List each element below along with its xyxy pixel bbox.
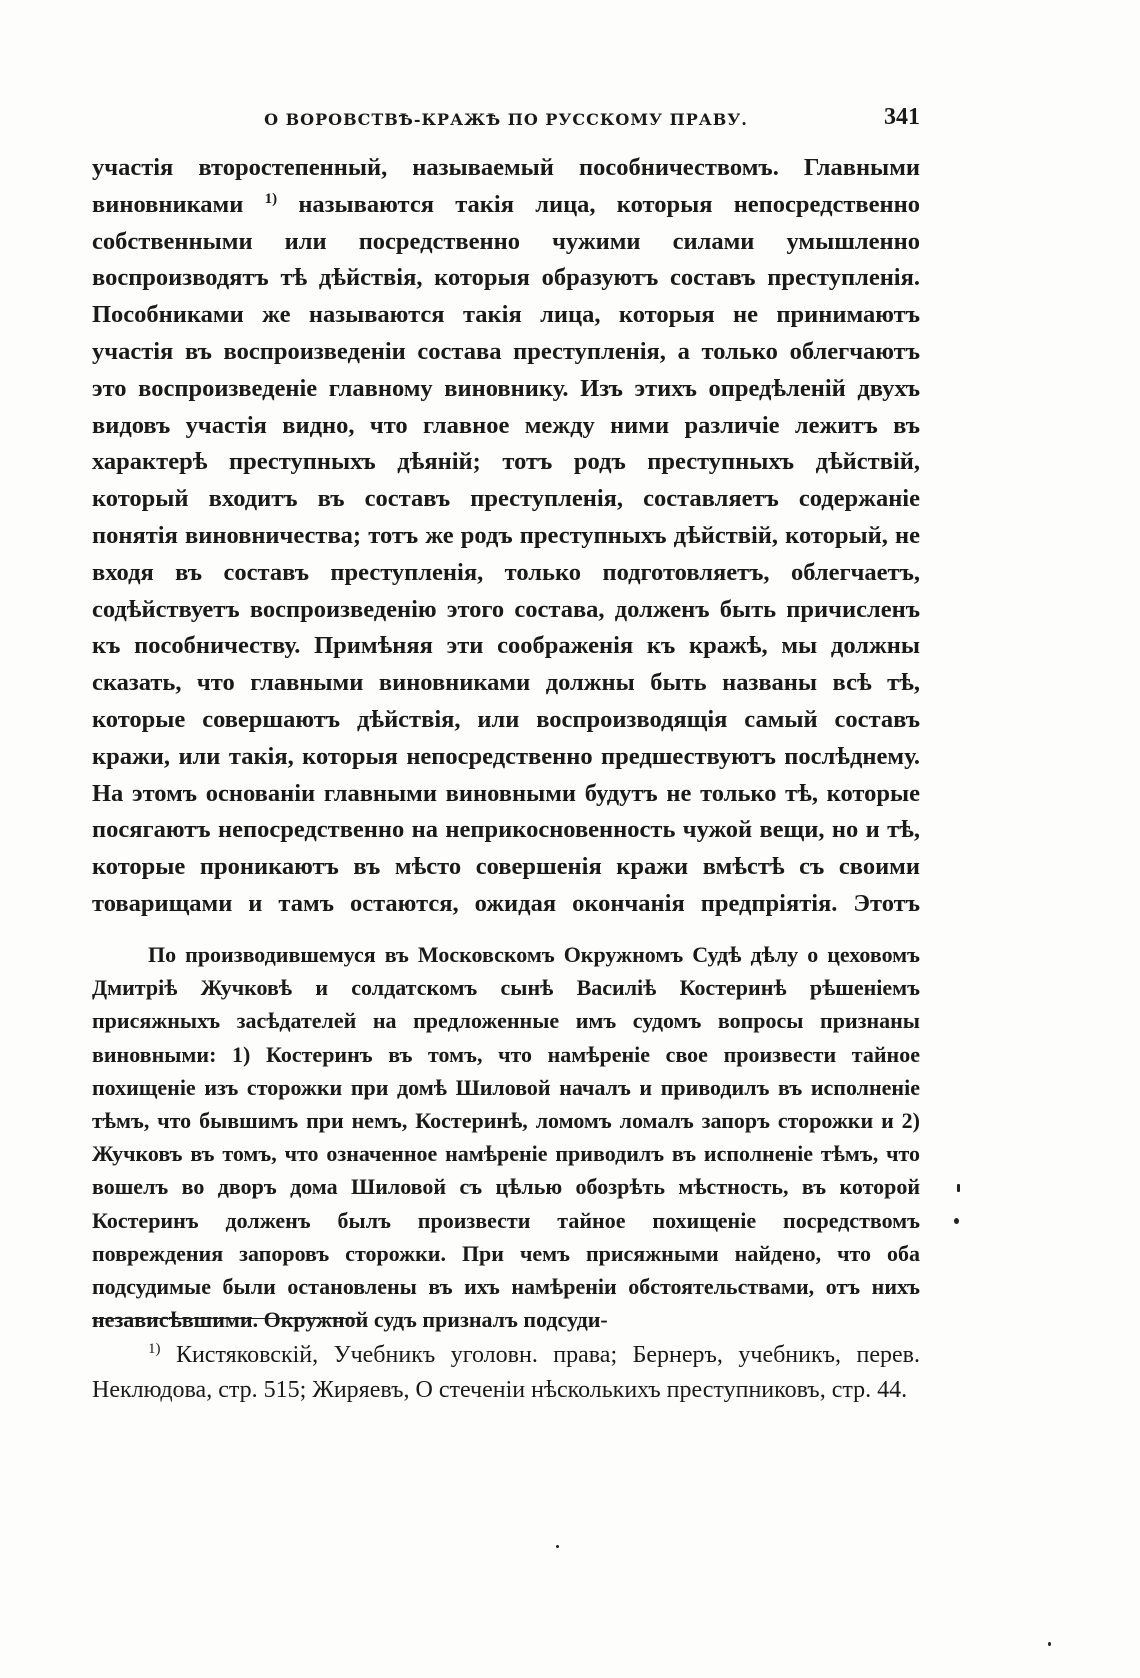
paragraph-1-text-a: участія второстепенный, называемый пособничествомъ. Главными виновниками (92, 154, 920, 218)
footnote-body: Кистяковскій, Учебникъ уголовн. права; Бернеръ, учебникъ, перев. Неклюдова, стр. 515; Жиряевъ, О стеченіи нѣсколькихъ преступниковъ, стр. 44. (92, 1342, 920, 1403)
print-speck (1048, 1642, 1051, 1646)
print-speck (954, 1218, 959, 1224)
print-speck (556, 1545, 559, 1548)
paragraph-1-text-b: называются такія лица, которыя непосредственно собственными или посредственно чужими силами умышленно воспроизводятъ тѣ дѣйствія, которыя образуютъ составъ преступленія. Пособниками же называются такія лица, которыя не принимаютъ участія въ воспроизведеніи состава преступленія, а только облегчаютъ это воспроизведеніе главному виновнику. Изъ этихъ опредѣленій двухъ видовъ участія видно, что главное между ними различіе лежитъ въ характерѣ преступныхъ дѣяній; тотъ родъ преступныхъ дѣйствій, который входитъ въ составъ преступленія, составляетъ содержаніе понятія виновничества; тотъ же родъ преступныхъ дѣйствій, который, не входя въ составъ преступленія, только подготовляетъ, облегчаетъ, содѣйствуетъ воспроизведенію этого состава, долженъ быть причисленъ къ пособничеству. Примѣняя эти соображенія къ кражѣ, мы должны сказать, что главными виновниками должны быть названы всѣ тѣ, которые совершаютъ дѣйствія, или воспроизводящія самый составъ кражи, или такія, которыя непосредственно предшествуютъ послѣднему. На этомъ основаніи главными виновными будутъ не только тѣ, которые посягаютъ непосредственно на неприкосновенность чужой вещи, но и тѣ, которые проникаютъ въ мѣсто совершенія кражи вмѣстѣ съ своими товарищами и тамъ остаются, ожидая окончанія предпріятія. Этотъ (92, 190, 920, 917)
running-title: О ВОРОВСТВѢ-КРАЖѢ ПО РУССКОМУ ПРАВУ. (264, 110, 748, 129)
footnote (92, 1338, 920, 1408)
body-text (92, 150, 920, 1338)
footnote-divider (92, 1318, 360, 1319)
footnote-marker: 1) (148, 1341, 161, 1357)
footnote-reference: 1) (264, 190, 278, 207)
paragraph-2: По производившемуся въ Московскомъ Окружномъ Судѣ дѣлу о цеховомъ Дмитріѣ Жучковѣ и солдатскомъ сынѣ Василіѣ Костеринѣ рѣшеніемъ присяжныхъ засѣдателей на предложенные имъ судомъ вопросы признаны виновными: 1) Костеринъ въ томъ, что намѣреніе свое произвести тайное похищеніе изъ сторожки при домѣ Шиловой началъ и приводилъ въ исполненіе тѣмъ, что бывшимъ при немъ, Костеринѣ, ломомъ ломалъ запоръ сторожки и 2) Жучковъ въ томъ, что означенное намѣреніе приводилъ въ исполненіе тѣмъ, что вошелъ во дворъ дома Шиловой съ цѣлью обозрѣть мѣстность, въ которой Костеринъ долженъ былъ произвести тайное похищеніе посредствомъ повреждения запоровъ сторожки. При чемъ присяжными найдено, что оба подсудимые были остановлены въ ихъ намѣреніи обстоятельствами, отъ нихъ независѣвшими. Окружной судъ призналъ подсуди- (92, 942, 920, 1333)
print-speck (957, 1184, 960, 1192)
running-head (92, 104, 920, 134)
paragraph-1 (92, 150, 920, 922)
page-number: 341 (884, 104, 920, 130)
footnote-text (92, 1338, 920, 1408)
